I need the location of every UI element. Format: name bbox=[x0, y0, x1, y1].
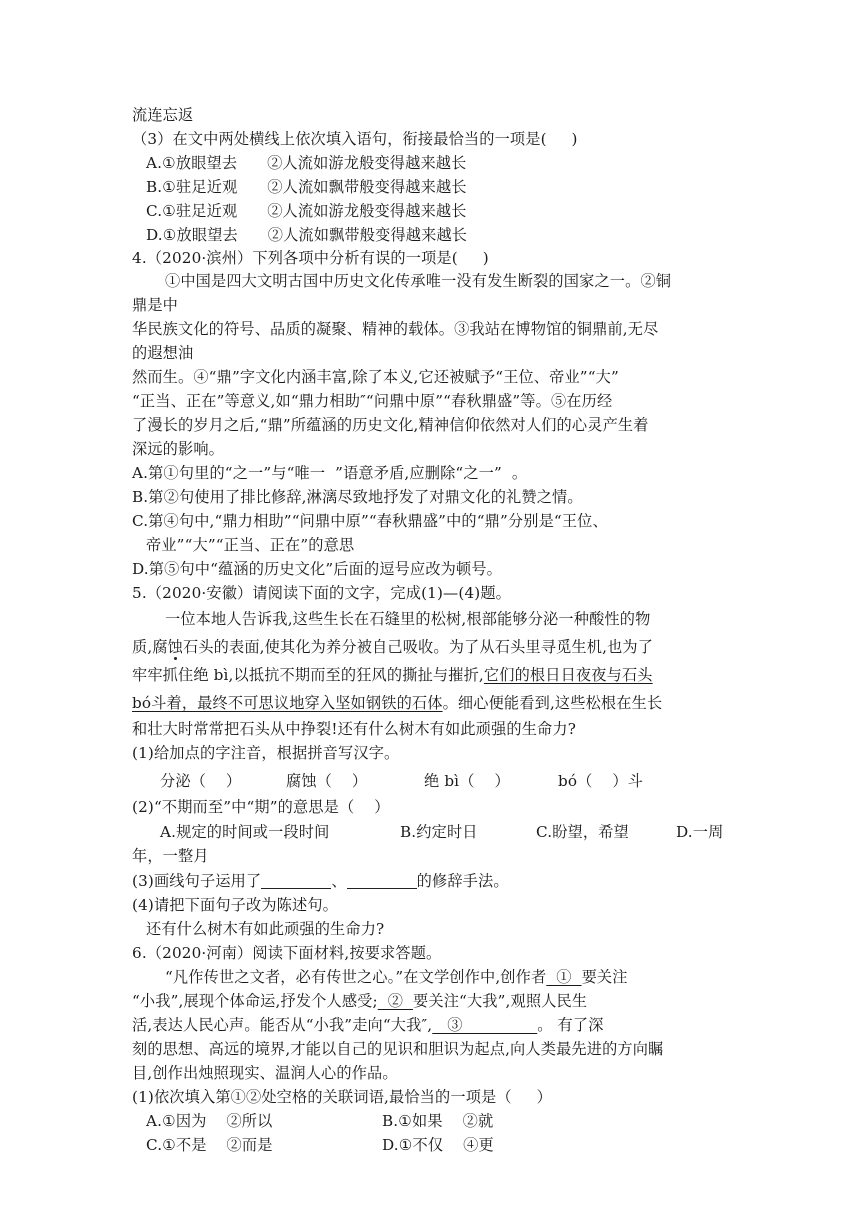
passage-line: 活,表达人民心声。能否从“小我”走向“大我″, ③ 。 有了深 bbox=[132, 1016, 604, 1034]
dotted-char: 蚀 bbox=[167, 638, 183, 656]
option-d: D.一周 bbox=[676, 823, 724, 841]
passage-line: “小我”,展现个体命运,抒发个人感受; ② 要关注“大我”,观照人民生 bbox=[132, 992, 588, 1010]
pinyin-item: 腐蚀（ ） bbox=[286, 772, 368, 790]
fill-blank-1: ① bbox=[546, 968, 582, 986]
option-c: C.第④句中,“鼎力相助”“问鼎中原”“春秋鼎盛”中的“鼎”分别是“王位、 bbox=[132, 512, 608, 530]
sub-question-4: (4)请把下面句子改为陈述句。 bbox=[132, 896, 339, 914]
passage-line: 然而生。④“鼎”字文化内涵丰富,除了本义,它还被赋予“王位、帝业”“大” bbox=[132, 368, 619, 386]
passage-line: 牢牢抓住绝 bì,以抵抗不期而至的狂风的撕扯与摧折,它们的根日日夜夜与石头 bbox=[132, 666, 653, 684]
passage-line: 目,创作出烛照现实、温润人心的作品。 bbox=[132, 1064, 398, 1082]
sub-question-3: (3)画线句子运用了 、 的修辞手法。 bbox=[132, 872, 509, 890]
passage-line: 的遐想油 bbox=[132, 344, 194, 362]
fill-blank-3: ③ bbox=[432, 1016, 538, 1034]
option-a: A.①放眼望去 ②人流如游龙般变得越来越长 bbox=[146, 154, 467, 172]
option-b: B.①如果 ②就 bbox=[382, 1112, 494, 1130]
passage-line: “凡作传世之文者，必有传世之心。”在文学创作中,创作者 ① 要关注 bbox=[165, 968, 628, 986]
pinyin-item: bó（ ）斗 bbox=[558, 772, 644, 790]
passage-line: 鼎是中 bbox=[132, 296, 179, 314]
sub-question-1: (1)依次填入第①②处空格的关联词语,最恰当的一项是（ ） bbox=[132, 1088, 552, 1106]
option-b: B.①驻足近观 ②人流如飘带般变得越来越长 bbox=[146, 178, 467, 196]
passage-line: ①中国是四大文明古国中历史文化传承唯一没有发生断裂的国家之一。②铜 bbox=[165, 272, 672, 290]
passage-line: 刻的思想、高远的境界,才能以自己的见识和胆识为起点,向人类最先进的方向瞩 bbox=[132, 1040, 664, 1058]
option-c: C.①驻足近观 ②人流如游龙般变得越来越长 bbox=[146, 202, 467, 220]
fill-blank-2: ② bbox=[377, 992, 414, 1010]
underlined-sentence: bó斗着，最终不可思议地穿入坚如钢铁的石体 bbox=[132, 694, 443, 712]
answer-blank[interactable] bbox=[261, 872, 331, 889]
underlined-sentence: 它们的根日日夜夜与石头 bbox=[483, 666, 653, 684]
option-a: A.规定的时间或一段时间 bbox=[160, 823, 330, 841]
text-line: 流连忘返 bbox=[132, 106, 194, 124]
passage-line: 华民族文化的符号、品质的凝聚、精神的载体。③我站在博物馆的铜鼎前,无尽 bbox=[132, 320, 659, 338]
passage-line: 一位本地人告诉我,这些生长在石缝里的松树,根部能够分泌一种酸性的物 bbox=[165, 610, 651, 628]
option-d-cont: 年，一整月 bbox=[132, 847, 209, 865]
passage-line: 了漫长的岁月之后,“鼎”所蕴涵的历史文化,精神信仰依然对人们的心灵产生着 bbox=[132, 416, 649, 434]
option-b: B.约定时日 bbox=[400, 823, 478, 841]
option-c: C.①不是 ②而是 bbox=[146, 1136, 273, 1154]
question-5-stem: 5.（2020·安徽）请阅读下面的文字，完成(1)—(4)题。 bbox=[132, 584, 512, 602]
option-b: B.第②句使用了排比修辞,淋漓尽致地抒发了对鼎文化的礼赞之情。 bbox=[132, 488, 583, 506]
option-d: D.①放眼望去 ②人流如飘带般变得越来越长 bbox=[146, 226, 468, 244]
question-4-stem: 4.（2020·滨州）下列各项中分析有误的一项是( ) bbox=[132, 249, 489, 267]
option-d: D.①不仅 ④更 bbox=[382, 1136, 494, 1154]
sub-question-1: (1)给加点的字注音，根据拼音写汉字。 bbox=[132, 744, 400, 762]
sentence-to-rewrite: 还有什么树木有如此顽强的生命力? bbox=[146, 920, 385, 938]
passage-line: 和壮大时常常把石头从中挣裂!还有什么树木有如此顽强的生命力? bbox=[132, 720, 576, 738]
option-c: C.盼望，希望 bbox=[536, 823, 629, 841]
passage-line: bó斗着，最终不可思议地穿入坚如钢铁的石体。细心便能看到,这些松根在生长 bbox=[132, 694, 663, 712]
question-3-stem: （3）在文中两处横线上依次填入语句，衔接最恰当的一项是( ) bbox=[132, 130, 578, 148]
answer-blank[interactable] bbox=[347, 872, 417, 889]
pinyin-item: 分泌（ ） bbox=[160, 772, 242, 790]
question-6-stem: 6.（2020·河南）阅读下面材料,按要求答题。 bbox=[132, 944, 442, 962]
option-a: A.①因为 ②所以 bbox=[146, 1112, 273, 1130]
option-a: A.第①句里的“之一”与“唯一 ”语意矛盾,应删除“之一” 。 bbox=[132, 464, 528, 482]
option-c-cont: 帝业”“大”“正当、正在”的意思 bbox=[146, 536, 355, 554]
pinyin-item: 绝 bì（ ） bbox=[424, 772, 510, 790]
sub-question-2: (2)“不期而至”中“期”的意思是（ ） bbox=[132, 798, 390, 816]
passage-line: 质,腐蚀石头的表面,使其化为养分被自己吸收。为了从石头里寻觅生机,也为了 bbox=[132, 638, 654, 656]
passage-line: 深远的影响。 bbox=[132, 440, 225, 458]
passage-line: “正当、正在”等意义,如“鼎力相助″“问鼎中原”“春秋鼎盛”等。⑤在历经 bbox=[132, 392, 613, 410]
option-d: D.第⑤句中“蕴涵的历史文化”后面的逗号应改为顿号。 bbox=[132, 560, 503, 578]
